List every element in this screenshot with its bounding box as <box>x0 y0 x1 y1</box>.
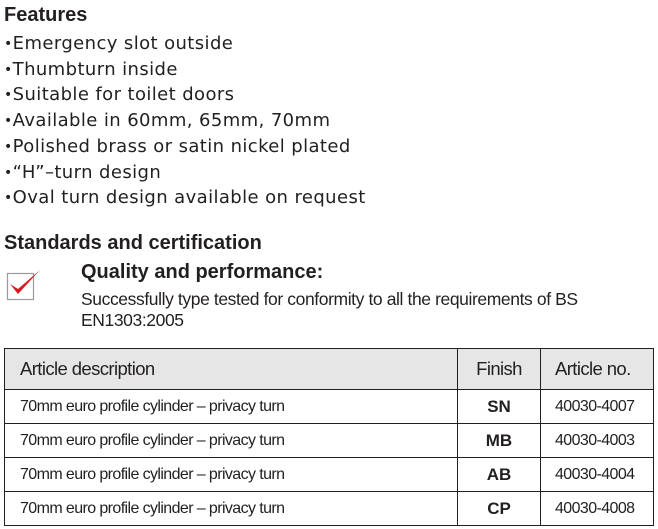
feature-text: Thumbturn inside <box>12 58 178 80</box>
bullet-icon: • <box>4 61 13 78</box>
feature-text: Emergency slot outside <box>12 33 234 54</box>
cell-finish: SN <box>458 390 541 424</box>
bullet-icon: • <box>4 113 13 130</box>
bullet-icon: • <box>4 87 13 104</box>
bullet-icon: • <box>4 138 13 155</box>
red-check-icon <box>6 267 42 301</box>
feature-text: Polished brass or satin nickel plated <box>12 135 351 157</box>
feature-text: “H”–turn design <box>12 161 162 183</box>
cell-finish: CP <box>458 492 541 526</box>
features-list <box>4 32 366 212</box>
cell-finish: AB <box>458 458 541 492</box>
header-finish: Finish <box>458 349 541 390</box>
header-article-description: Article description <box>5 349 458 390</box>
cell-finish: MB <box>458 424 541 458</box>
feature-text: Suitable for toilet doors <box>12 84 235 106</box>
cell-article-no: 40030-4008 <box>541 492 654 526</box>
standards-heading: Standards and certification <box>4 232 262 254</box>
feature-item <box>4 32 366 58</box>
cell-article-no: 40030-4003 <box>541 424 654 458</box>
cell-article-no: 40030-4007 <box>541 390 654 424</box>
feature-item <box>4 83 366 109</box>
cell-article-no: 40030-4004 <box>541 458 654 492</box>
feature-item <box>4 58 366 84</box>
table-header-row <box>5 349 654 390</box>
feature-text: Available in 60mm, 65mm, 70mm <box>12 110 331 132</box>
quality-description: Successfully type tested for conformity to all the requirements of BS EN1303:2005 <box>81 289 578 330</box>
cell-description: 70mm euro profile cylinder – privacy turn <box>5 424 458 458</box>
table-row <box>5 424 654 458</box>
table-row <box>5 390 654 424</box>
quality-title: Quality and performance: <box>81 261 324 283</box>
feature-text: Oval turn design available on request <box>12 187 366 209</box>
cell-description: 70mm euro profile cylinder – privacy turn <box>5 458 458 492</box>
cell-description: 70mm euro profile cylinder – privacy turn <box>5 492 458 526</box>
feature-item <box>4 186 366 212</box>
table-row <box>5 492 654 526</box>
bullet-icon: • <box>4 36 13 52</box>
table-row <box>5 458 654 492</box>
header-article-no: Article no. <box>541 349 654 390</box>
cell-description: 70mm euro profile cylinder – privacy turn <box>5 390 458 424</box>
bullet-icon: • <box>4 164 13 181</box>
article-table <box>4 348 654 526</box>
bullet-icon: • <box>4 190 13 207</box>
feature-item <box>4 135 366 161</box>
feature-item <box>4 161 366 187</box>
feature-item <box>4 109 366 135</box>
features-heading: Features <box>4 4 88 26</box>
